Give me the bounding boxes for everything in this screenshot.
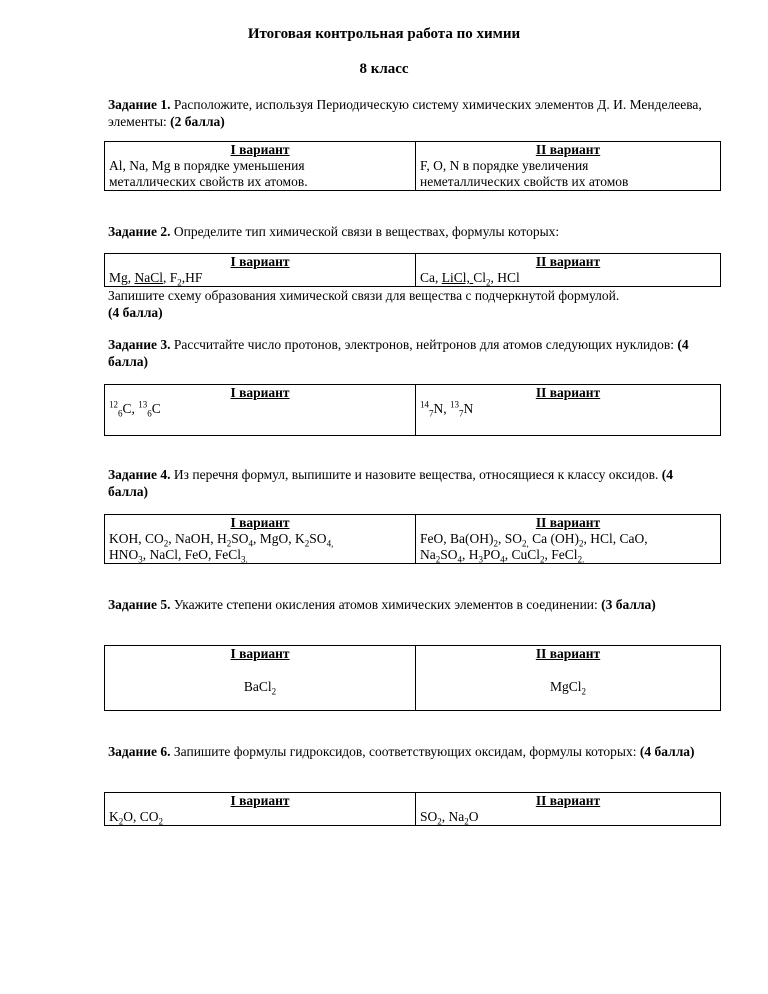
task-5-body: Укажите степени окисления атомов химических элементов в соединении: [170, 597, 602, 612]
task-3-points: (4 балла) [108, 337, 689, 369]
task-4-v1-line1: KOH, $CO_2$, NaOH, $H_2SO_4$, MgO, $K_2SO_{4,}$ [109, 531, 334, 549]
task-5-variant-1 [105, 646, 416, 711]
task-6-variant-1 [105, 793, 416, 826]
task-4-v2-line1: FeO, $Ba(OH)_2$, $SO_{2,}$ Ca $(OH)_2$, HCl, CaO, [420, 531, 648, 549]
task-1-body: Расположите, используя Периодическую систему химических элементов Д. И. Менделеева, элементы: [108, 97, 702, 129]
task-5-points: (3 балла) [601, 597, 656, 612]
task-3-body: Рассчитайте число протонов, электронов, нейтронов для атомов следующих нуклидов: [170, 337, 678, 352]
task-6-variant-2 [416, 793, 721, 826]
task-2-label: Задание 2. [108, 224, 171, 239]
task-2-table [104, 253, 721, 287]
task-2-points: (4 балла) [108, 305, 163, 320]
task-1-v1-line2: металлических свойств их атомов. [109, 174, 308, 189]
task-4-table [104, 514, 721, 564]
task-6-v1-formulas: $K_2O$, $CO_2$ [109, 809, 164, 827]
task-2-v1-formulas: Mg, NaCl, $F_2,HF$ [109, 270, 203, 288]
variant-2-header: II вариант [535, 254, 601, 269]
task-5-variant-2 [416, 646, 721, 711]
task-4-v2-line2: $Na_2SO_4$, $H_3PO_4$, CuCl$_2$, FeCl$_{2.}$ [420, 547, 585, 565]
task-1-table [104, 141, 721, 191]
task-1-text [108, 96, 708, 130]
task-6-points: (4 балла) [639, 744, 695, 759]
grade-title: 8 класс [359, 61, 409, 77]
variant-1-header: I вариант [230, 385, 290, 400]
task-2-note-text: Запишите схему образования химической связи для вещества с подчеркнутой формулой. [108, 288, 620, 303]
task-5-v2-compound: MgCl$_2$ [549, 679, 586, 697]
task-5-text [108, 596, 713, 613]
task-1-points: (2 балла) [170, 114, 225, 129]
task-4-variant-2 [416, 515, 721, 564]
task-6-body: Запишите формулы гидроксидов, соответствующих оксидам, формулы которых: [170, 744, 640, 759]
task-3-table [104, 384, 721, 436]
task-6-label: Задание 6. [108, 744, 171, 759]
task-6-table [104, 792, 721, 826]
task-2-variant-2 [416, 254, 721, 287]
variant-2-header: II вариант [535, 142, 601, 157]
task-1-variant-2 [416, 142, 721, 191]
task-2-v2-formulas: Ca, LiCl, $Cl_2$, HCl [420, 270, 520, 288]
task-1-variant-1 [105, 142, 416, 191]
task-3-label: Задание 3. [108, 337, 171, 352]
task-2-note [108, 287, 728, 321]
variant-2-header: II вариант [535, 646, 601, 661]
task-4-points: (4 балла) [108, 467, 673, 499]
variant-2-header: II вариант [535, 385, 601, 400]
task-4-body: Из перечня формул, выпишите и назовите вещества, относящиеся к классу оксидов. [170, 467, 662, 482]
variant-1-header: I вариант [230, 793, 290, 808]
task-3-v1-nuclides: $^{12}_6$C, $^{13}_6$C [109, 399, 161, 419]
task-1-v2-line1: F, O, N в порядке увеличения [420, 158, 589, 173]
task-4-v1-line2: $HNO_3$, NaCl, FeO, FeCl$_{3.}$ [109, 547, 248, 565]
task-3-text [108, 336, 708, 370]
task-1-label: Задание 1. [108, 97, 171, 112]
task-3-variant-1 [105, 385, 416, 436]
task-4-text [108, 466, 708, 500]
variant-2-header: II вариант [535, 515, 601, 530]
variant-1-header: I вариант [230, 515, 290, 530]
task-3-v2-nuclides: $^{14}_7$N, $^{13}_7$N [420, 399, 474, 419]
variant-1-header: I вариант [230, 646, 290, 661]
task-5-table [104, 645, 721, 711]
variant-1-header: I вариант [230, 142, 290, 157]
variant-2-header: II вариант [535, 793, 601, 808]
task-3-variant-2 [416, 385, 721, 436]
task-4-variant-1 [105, 515, 416, 564]
task-6-v2-formulas: $SO_2$, $Na_2O$ [420, 809, 479, 827]
task-1-v2-line2: неметаллических свойств их атомов [420, 174, 629, 189]
variant-1-header: I вариант [230, 254, 290, 269]
task-1-v1-line1: Al, Na, Mg в порядке уменьшения [109, 158, 305, 173]
task-2-variant-1 [105, 254, 416, 287]
task-4-label: Задание 4. [108, 467, 171, 482]
page-title: Итоговая контрольная работа по химии [247, 26, 521, 42]
task-5-label: Задание 5. [108, 597, 171, 612]
task-5-v1-compound: BaCl$_2$ [243, 679, 277, 697]
task-2-text [108, 223, 708, 240]
task-6-text [108, 743, 708, 760]
task-2-body: Определите тип химической связи в веществах, формулы которых: [170, 224, 560, 239]
